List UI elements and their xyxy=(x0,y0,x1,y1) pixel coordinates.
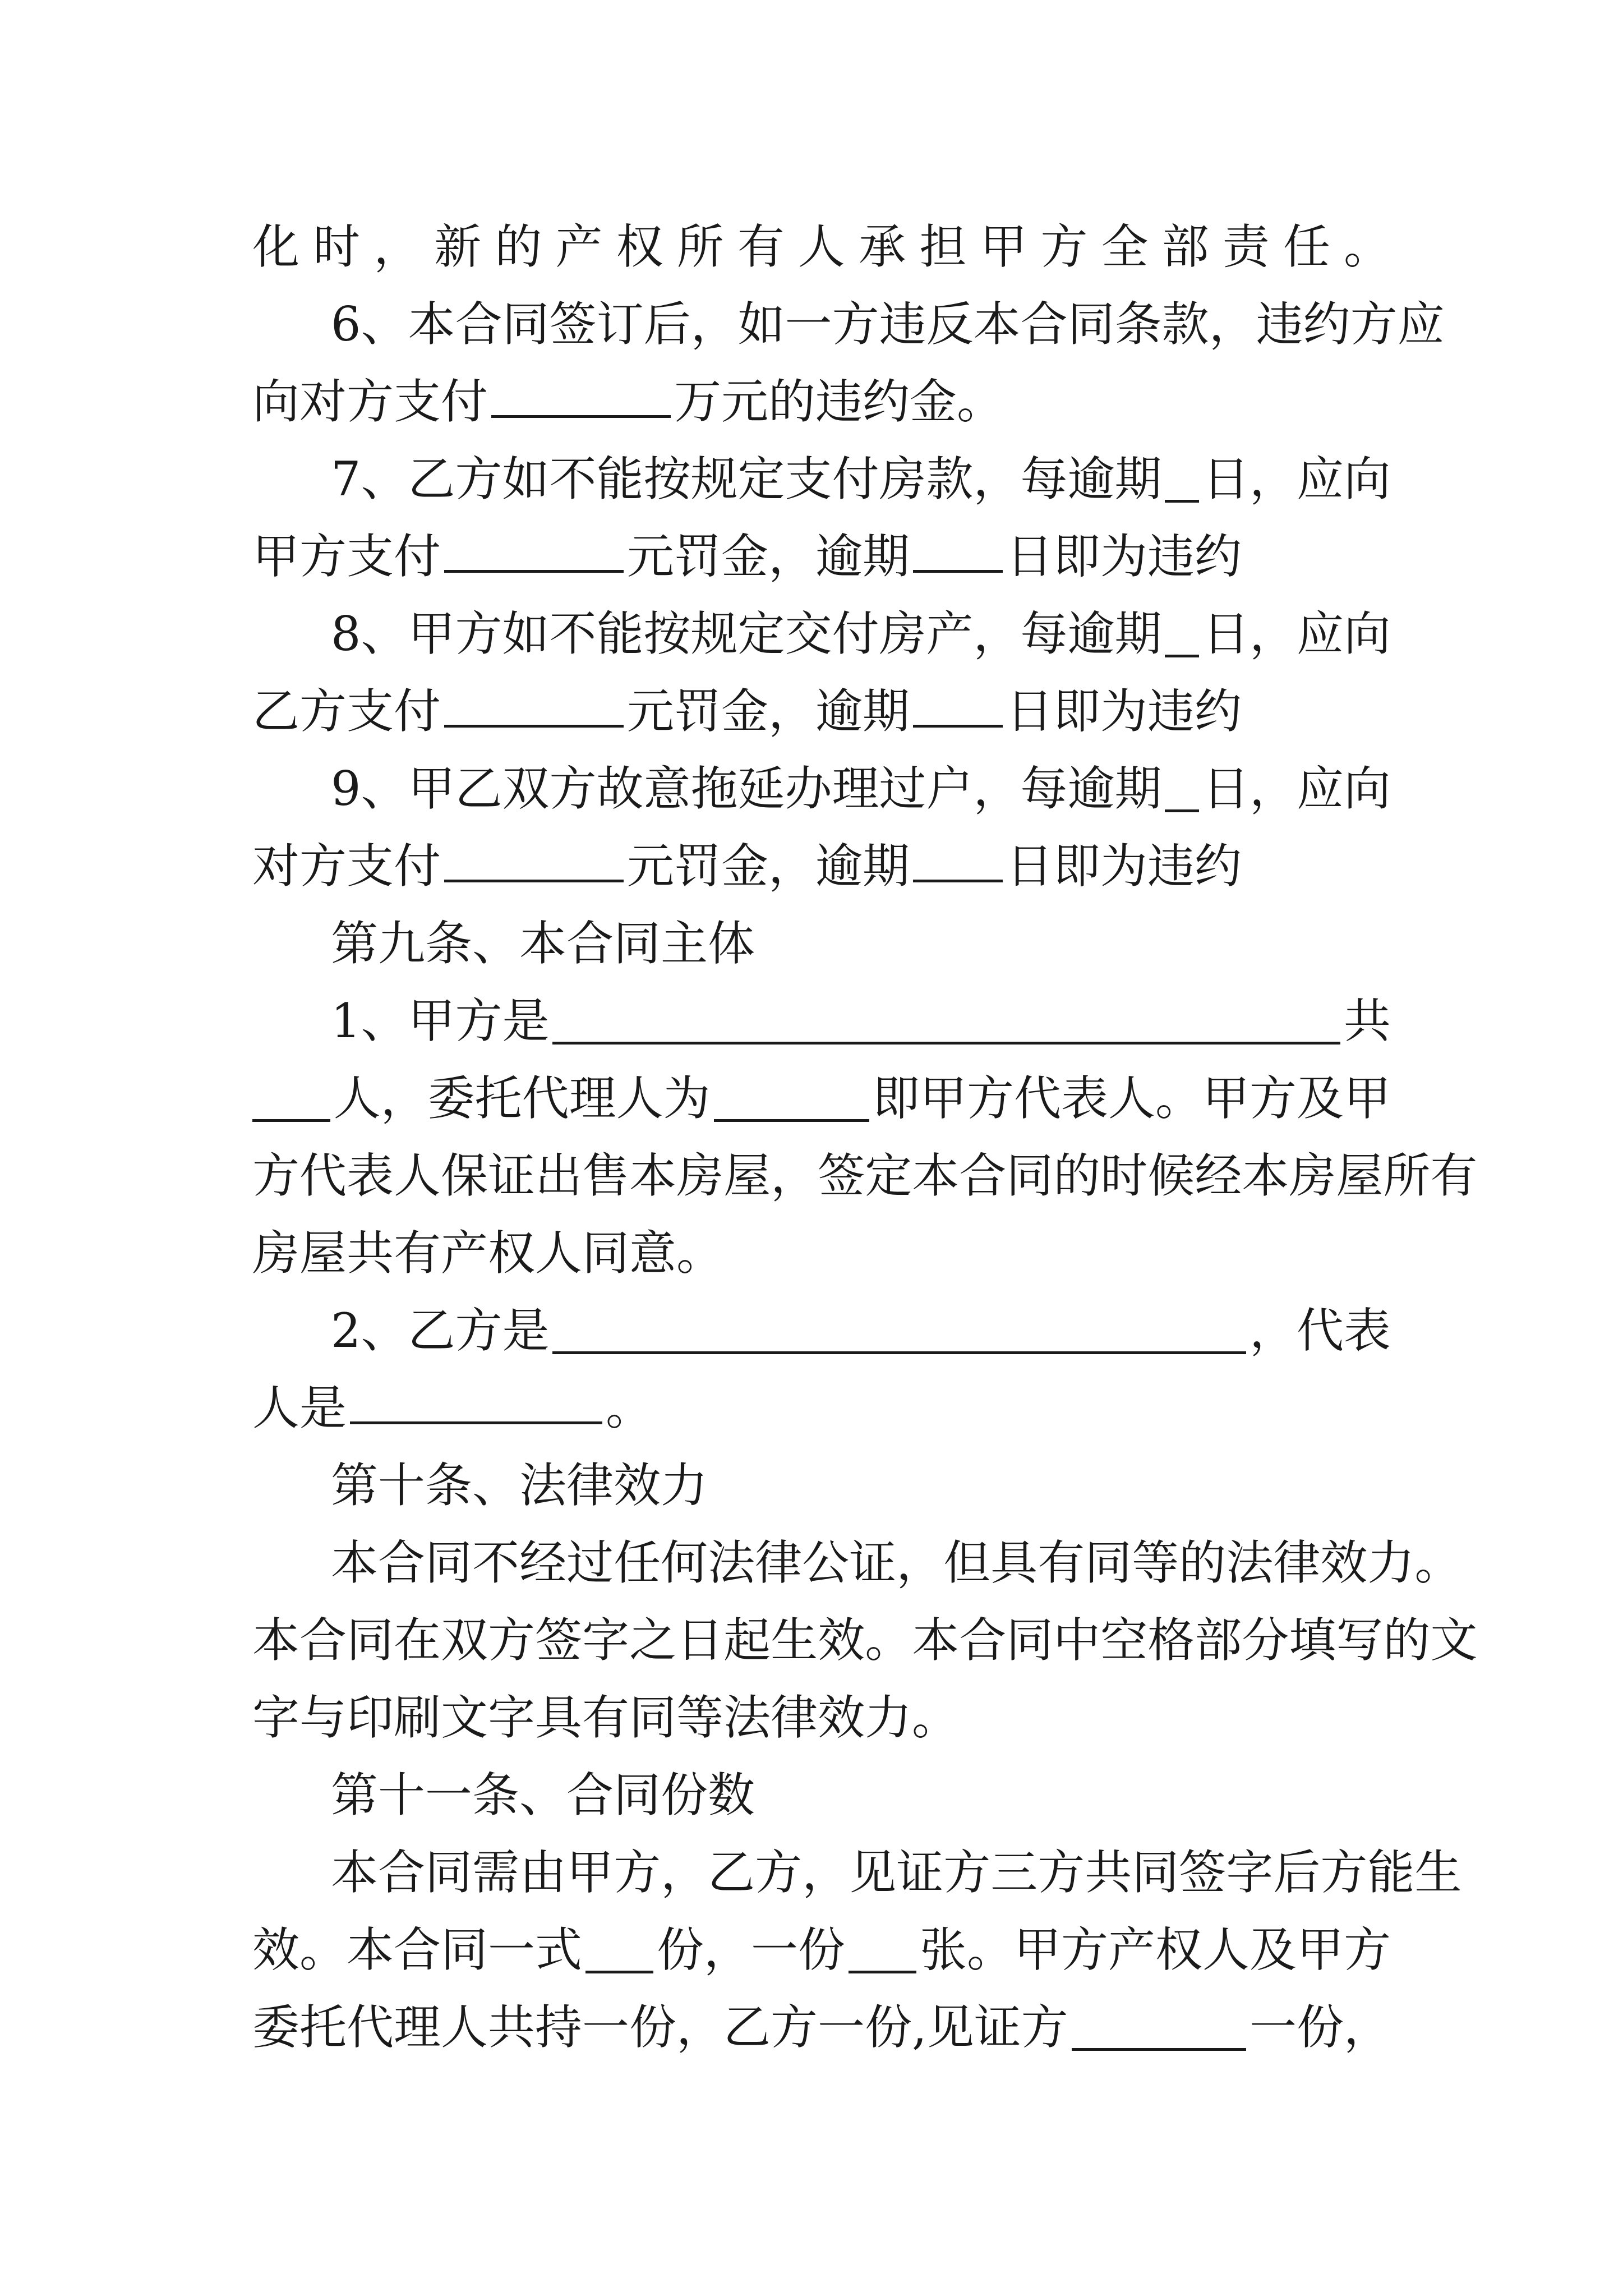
text-glyph: 甲 xyxy=(566,1845,614,1900)
article-9-heading xyxy=(331,904,1391,983)
text-glyph: 售 xyxy=(582,1148,630,1203)
blank-field xyxy=(444,835,624,882)
heading-text: 第十条、法律效力 xyxy=(331,1458,708,1513)
blank-field xyxy=(714,1075,869,1122)
text-glyph: 后 xyxy=(643,297,691,352)
text-glyph: 应 xyxy=(1397,297,1445,352)
text-glyph: 房 xyxy=(1289,1148,1336,1203)
text-glyph: 同 xyxy=(1085,1535,1132,1590)
text-glyph: 本 xyxy=(408,297,455,352)
clause-8-line-2 xyxy=(252,672,1391,751)
line-text: 日即为违约 xyxy=(1006,839,1242,894)
clause-6-line-1 xyxy=(331,285,1445,364)
blank-field xyxy=(444,680,624,728)
text-glyph: 保 xyxy=(441,1148,488,1203)
article-10-heading xyxy=(331,1446,1391,1525)
text-glyph: 效 xyxy=(818,1613,865,1668)
line-text: 万元的违约金。 xyxy=(674,374,1004,429)
article-10-line-1 xyxy=(331,1524,1462,1602)
text-glyph: 化 xyxy=(252,219,300,274)
party-b-line-1 xyxy=(331,1291,1391,1370)
article-11-line-3 xyxy=(252,1988,1391,2067)
text-glyph: 文 xyxy=(1430,1613,1478,1668)
text-glyph: 部 xyxy=(1195,1613,1242,1668)
text-glyph: 方 xyxy=(252,1148,300,1203)
text-glyph: 同 xyxy=(502,297,550,352)
text-glyph: 经 xyxy=(1195,1148,1242,1203)
blank-field xyxy=(350,1377,602,1424)
text-glyph: 合 xyxy=(378,1845,426,1900)
text-glyph: 乙 xyxy=(708,1845,755,1900)
line-text: 日，应向 xyxy=(1202,452,1391,507)
text-glyph: ， xyxy=(661,1845,708,1900)
text-glyph: 合 xyxy=(1020,297,1068,352)
text-glyph: 的 xyxy=(1383,1613,1431,1668)
text-glyph: 写 xyxy=(1336,1613,1384,1668)
text-glyph: 有 xyxy=(1430,1148,1478,1203)
text-glyph: 的 xyxy=(1179,1535,1227,1590)
text-glyph: 方 xyxy=(1040,219,1088,274)
text-glyph: 同 xyxy=(425,1845,473,1900)
article-11-line-2 xyxy=(252,1911,1391,1989)
text-glyph: 在 xyxy=(394,1613,441,1668)
text-glyph: 出 xyxy=(535,1148,583,1203)
text-glyph: 同 xyxy=(1006,1613,1054,1668)
text-glyph: 条 xyxy=(1114,297,1162,352)
text-glyph: 经 xyxy=(519,1535,567,1590)
clause-9-line-2 xyxy=(252,827,1391,905)
text-glyph: 分 xyxy=(1242,1613,1289,1668)
text-glyph: 款 xyxy=(1161,297,1209,352)
line-text: 元罚金，逾期 xyxy=(627,839,910,894)
text-glyph: 具 xyxy=(990,1535,1038,1590)
blank-field xyxy=(1165,610,1199,658)
text-glyph: 日 xyxy=(676,1613,724,1668)
text-glyph: 证 xyxy=(896,1845,944,1900)
text-glyph: 本 xyxy=(912,1613,960,1668)
text-glyph: 如 xyxy=(737,297,785,352)
line-text: ，代表 xyxy=(1249,1303,1391,1358)
text-glyph: 时 xyxy=(313,219,361,274)
clause-8-line-1 xyxy=(331,595,1391,673)
text-glyph: 人 xyxy=(797,219,845,274)
text-glyph: 6 xyxy=(331,297,361,352)
text-glyph: 法 xyxy=(1226,1535,1274,1590)
text-glyph: 力 xyxy=(1367,1535,1415,1590)
text-glyph: 合 xyxy=(299,1613,347,1668)
text-glyph: 法 xyxy=(708,1535,755,1590)
text-glyph: 同 xyxy=(425,1535,473,1590)
text-glyph: 中 xyxy=(1053,1613,1101,1668)
text-glyph: 权 xyxy=(616,219,663,274)
line-text: 甲方支付 xyxy=(252,529,441,584)
text-glyph: 约 xyxy=(1303,297,1350,352)
blank-field xyxy=(585,1926,653,1974)
line-text: 一份， xyxy=(1249,2000,1391,2055)
text-glyph: 有 xyxy=(737,219,785,274)
blank-field xyxy=(491,370,671,418)
text-glyph: 房 xyxy=(676,1148,724,1203)
text-glyph: 双 xyxy=(441,1613,488,1668)
article-11-heading xyxy=(331,1756,1391,1834)
heading-text: 第九条、本合同主体 xyxy=(331,916,755,971)
party-a-line-4 xyxy=(252,1214,1391,1292)
text-glyph: 有 xyxy=(1038,1535,1085,1590)
text-glyph: 签 xyxy=(818,1148,865,1203)
text-glyph: 需 xyxy=(472,1845,520,1900)
text-glyph: 责 xyxy=(1222,219,1270,274)
text-glyph: 反 xyxy=(926,297,974,352)
party-b-line-2 xyxy=(252,1369,1391,1447)
text-glyph: 证 xyxy=(488,1148,536,1203)
text-glyph: 证 xyxy=(849,1535,897,1590)
line-text: 日，应向 xyxy=(1202,761,1391,816)
text-glyph: 所 xyxy=(1383,1148,1431,1203)
party-a-line-2 xyxy=(252,1059,1391,1138)
text-glyph: 由 xyxy=(519,1845,567,1900)
text-glyph: 同 xyxy=(1006,1148,1054,1203)
blank-field xyxy=(913,835,1003,882)
line-text: 1、甲方是 xyxy=(331,993,550,1048)
blank-field xyxy=(552,997,1340,1045)
text-glyph: 一 xyxy=(785,297,832,352)
line-text: 即甲方代表人。甲方及甲 xyxy=(872,1071,1391,1126)
text-glyph: 字 xyxy=(1226,1845,1274,1900)
text-glyph: 律 xyxy=(1273,1535,1321,1590)
text-glyph: 合 xyxy=(959,1613,1007,1668)
line-text: 。 xyxy=(606,1381,653,1435)
article-10-line-3 xyxy=(252,1678,1391,1757)
text-glyph: 本 xyxy=(912,1148,960,1203)
text-glyph: 本 xyxy=(1242,1148,1289,1203)
text-glyph: 本 xyxy=(973,297,1021,352)
text-glyph: 人 xyxy=(394,1148,441,1203)
text-glyph: 部 xyxy=(1161,219,1209,274)
clause-9-line-1 xyxy=(331,749,1391,828)
text-glyph: 见 xyxy=(849,1845,897,1900)
text-glyph: 违 xyxy=(879,297,926,352)
text-glyph: 同 xyxy=(1067,297,1115,352)
text-glyph: 方 xyxy=(943,1845,991,1900)
text-glyph: 生 xyxy=(1414,1845,1462,1900)
line-text: 2、乙方是 xyxy=(331,1303,550,1358)
blank-field xyxy=(849,1926,916,1974)
text-glyph: 方 xyxy=(488,1613,536,1668)
line-text: 日，应向 xyxy=(1202,606,1391,661)
text-glyph: 三 xyxy=(990,1845,1038,1900)
text-glyph: 何 xyxy=(661,1535,708,1590)
line-text: 元罚金，逾期 xyxy=(627,684,910,739)
text-glyph: 签 xyxy=(1179,1845,1227,1900)
line-text: 元罚金，逾期 xyxy=(627,529,910,584)
line-text: 人是 xyxy=(252,1381,347,1435)
text-glyph: 甲 xyxy=(980,219,1027,274)
text-glyph: 候 xyxy=(1147,1148,1195,1203)
text-glyph: ， xyxy=(802,1845,850,1900)
text-glyph: 不 xyxy=(472,1535,520,1590)
line-text: 日即为违约 xyxy=(1006,529,1242,584)
text-glyph: ， xyxy=(896,1535,944,1590)
blank-field xyxy=(444,525,624,573)
text-glyph: 定 xyxy=(865,1148,912,1203)
heading-text: 第十一条、合同份数 xyxy=(331,1768,755,1823)
party-a-line-1 xyxy=(331,982,1391,1060)
line-text: 共 xyxy=(1343,993,1391,1048)
party-a-line-3 xyxy=(252,1137,1478,1215)
text-glyph: 生 xyxy=(771,1613,818,1668)
text-glyph: 。 xyxy=(1414,1535,1462,1590)
text-glyph: 等 xyxy=(1132,1535,1179,1590)
text-glyph: 任 xyxy=(1283,219,1330,274)
blank-field xyxy=(1165,765,1199,813)
clause-7-line-1 xyxy=(331,440,1391,518)
text-glyph: 签 xyxy=(535,1613,583,1668)
text-glyph: 空 xyxy=(1100,1613,1148,1668)
text-glyph: 本 xyxy=(629,1148,677,1203)
article-11-line-1 xyxy=(331,1833,1462,1912)
text-glyph: 违 xyxy=(1256,297,1303,352)
text-glyph: 同 xyxy=(347,1613,394,1668)
text-glyph: 方 xyxy=(755,1845,803,1900)
text-glyph: 过 xyxy=(566,1535,614,1590)
text-glyph: 承 xyxy=(859,219,906,274)
text-glyph: 表 xyxy=(347,1148,394,1203)
text-glyph: 合 xyxy=(455,297,502,352)
line-text: 张。甲方产权人及甲方 xyxy=(919,1922,1391,1977)
text-glyph: ， xyxy=(771,1148,818,1203)
text-glyph: ， xyxy=(690,297,738,352)
text-glyph: 同 xyxy=(1132,1845,1179,1900)
text-glyph: 字 xyxy=(582,1613,630,1668)
line-text: 8、甲方如不能按规定交付房产，每逾期 xyxy=(331,606,1162,661)
line-text: 向对方支付 xyxy=(252,374,488,429)
text-glyph: ， xyxy=(1209,297,1256,352)
text-glyph: 公 xyxy=(802,1535,850,1590)
text-glyph: 签 xyxy=(549,297,597,352)
text-glyph: 之 xyxy=(629,1613,677,1668)
line-text: 乙方支付 xyxy=(252,684,441,739)
text-glyph: 代 xyxy=(299,1148,347,1203)
blank-field xyxy=(552,1307,1246,1355)
line-text: 对方支付 xyxy=(252,839,441,894)
text-glyph: 方 xyxy=(1320,1845,1368,1900)
text-glyph: 但 xyxy=(943,1535,991,1590)
text-glyph: 方 xyxy=(832,297,879,352)
clause-7-line-2 xyxy=(252,517,1391,596)
text-glyph: 本 xyxy=(331,1535,379,1590)
text-glyph: 。 xyxy=(1343,219,1391,274)
text-glyph: ， xyxy=(374,219,421,274)
text-glyph: 所 xyxy=(676,219,724,274)
text-glyph: 的 xyxy=(1053,1148,1101,1203)
line-text: 日即为违约 xyxy=(1006,684,1242,739)
text-glyph: 屋 xyxy=(723,1148,771,1203)
line-text: 9、甲乙双方故意拖延办理过户，每逾期 xyxy=(331,761,1162,816)
text-glyph: 本 xyxy=(331,1845,379,1900)
text-glyph: 能 xyxy=(1367,1845,1415,1900)
text-glyph: 方 xyxy=(1350,297,1398,352)
line-text: 份，一份 xyxy=(656,1922,845,1977)
text-glyph: 律 xyxy=(755,1535,803,1590)
text-glyph: 新 xyxy=(434,219,482,274)
text-glyph: 屋 xyxy=(1336,1148,1384,1203)
text-glyph: 任 xyxy=(614,1535,661,1590)
text-glyph: 格 xyxy=(1147,1613,1195,1668)
text-glyph: 共 xyxy=(1085,1845,1132,1900)
text-glyph: 的 xyxy=(495,219,542,274)
text-glyph: 效 xyxy=(1320,1535,1368,1590)
article-10-line-2 xyxy=(252,1601,1478,1680)
text-glyph: 起 xyxy=(723,1613,771,1668)
blank-field xyxy=(913,525,1003,573)
text-glyph: 时 xyxy=(1100,1148,1148,1203)
text-glyph: 全 xyxy=(1101,219,1149,274)
text-glyph: 订 xyxy=(596,297,644,352)
line-text: 房屋共有产权人同意。 xyxy=(252,1226,724,1281)
text-glyph: 产 xyxy=(555,219,603,274)
blank-field xyxy=(252,1075,330,1122)
paragraph-line xyxy=(252,208,1391,286)
text-glyph: 方 xyxy=(1038,1845,1085,1900)
line-text: 字与印刷文字具有同等法律效力。 xyxy=(252,1690,960,1745)
text-glyph: 方 xyxy=(614,1845,661,1900)
text-glyph: 。 xyxy=(865,1613,912,1668)
text-glyph: 填 xyxy=(1289,1613,1336,1668)
line-text: 人，委托代理人为 xyxy=(333,1071,711,1126)
text-glyph: 本 xyxy=(252,1613,300,1668)
blank-field xyxy=(1165,455,1199,503)
text-glyph: 合 xyxy=(959,1148,1007,1203)
line-text: 7、乙方如不能按规定支付房款，每逾期 xyxy=(331,452,1162,507)
text-glyph: 合 xyxy=(378,1535,426,1590)
text-glyph: 担 xyxy=(919,219,967,274)
line-text: 效。本合同一式 xyxy=(252,1922,583,1977)
line-text: 委托代理人共持一份，乙方一份,见证方 xyxy=(252,2000,1068,2055)
blank-field xyxy=(1072,2004,1246,2051)
text-glyph: 后 xyxy=(1273,1845,1321,1900)
blank-field xyxy=(913,680,1003,728)
clause-6-line-2 xyxy=(252,362,1391,441)
text-glyph: 、 xyxy=(361,297,408,352)
